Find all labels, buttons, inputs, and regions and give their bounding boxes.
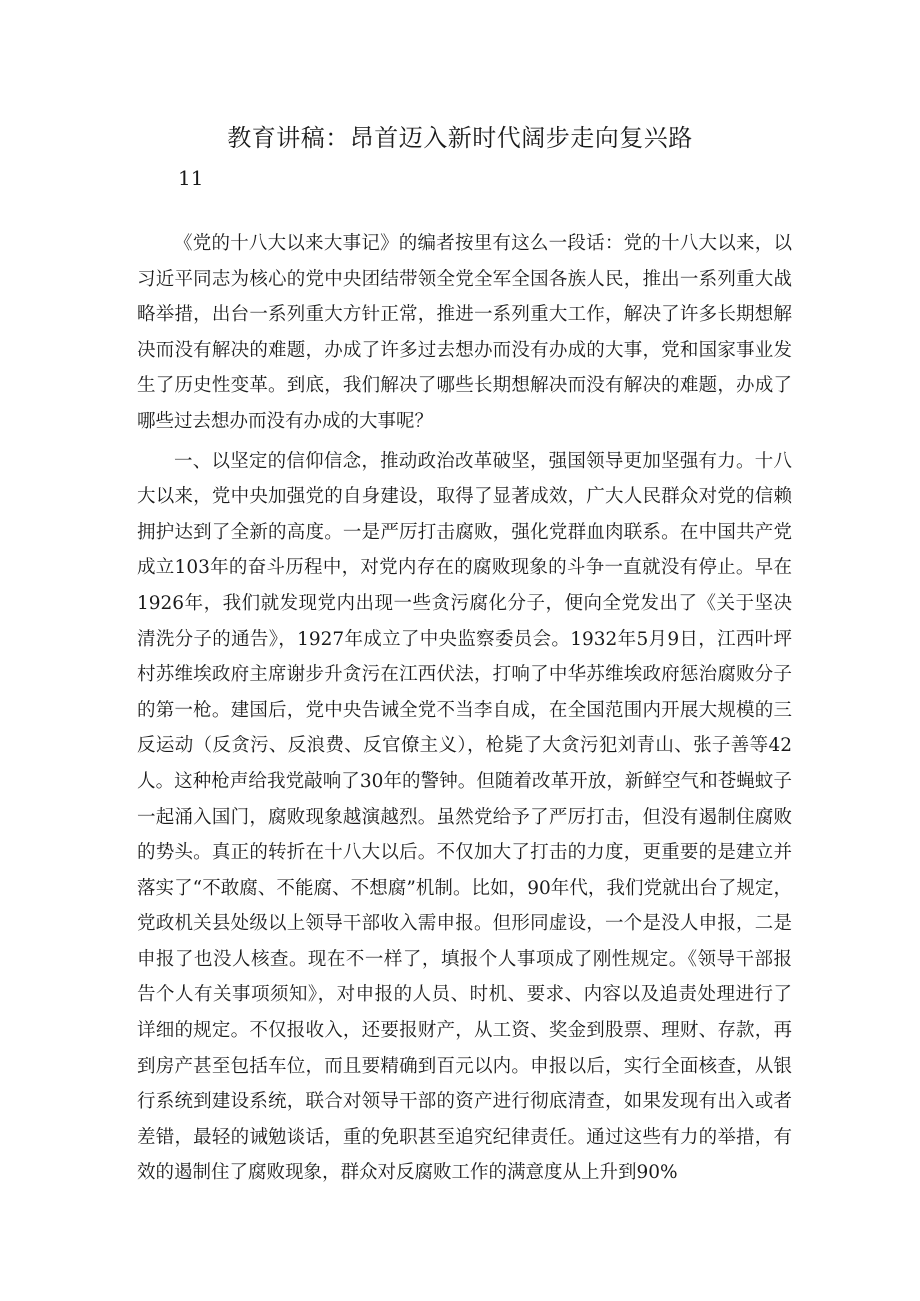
document-title: 教育讲稿：昂首迈入新时代阔步走向复兴路 bbox=[227, 124, 693, 152]
document-number: 11 bbox=[178, 166, 204, 190]
paragraph-section-one: 一、以坚定的信仰信念，推动政治改革破坚，强国领导更加坚强有力。十八大以来，党中央加强党的自身建设，取得了显著成效，广大人民群众对党的信赖拥护达到了全新的高度。一是严厉打击腐败，强化党群血肉联系。在中国共产党成立103年的奋斗历程中，对党内存在的腐败现象的斗争一直就没有停止。早在1926年，我们就发现党内出现一些贪污腐化分子，便向全党发出了《关于坚决清洗分子的通告》，1927年成立了中央监察委员会。1932年5月9日，江西叶坪村苏维埃政府主席谢步升贪污在江西伏法，打响了中华苏维埃政府惩治腐败分子的第一枪。建国后，党中央告诫全党不当李自成，在全国范围内开展大规模的三反运动（反贪污、反浪费、反官僚主义），枪毙了大贪污犯刘青山、张子善等42人。这种枪声给我党敲响了30年的警钟。但随着改革开放，新鲜空气和苍蝇蚊子一起涌入国门，腐败现象越演越烈。虽然党给予了严厉打击，但没有遏制住腐败的势头。真正的转折在十八大以后。不仅加大了打击的力度，更重要的是建立并落实了“不敢腐、不能腐、不想腐”机制。比如，90年代，我们党就出台了规定，党政机关县处级以上领导干部收入需申报。但形同虚设，一个是没人申报，二是申报了也没人核查。现在不一样了，填报个人事项成了刚性规定。《领导干部报告个人有关事项须知》，对申报的人员、时机、要求、内容以及追责处理进行了详细的规定。不仅报收入，还要报财产，从工资、奖金到股票、理财、存款，再到房产甚至包括车位，而且要精确到百元以内。申报以后，实行全面核查，从银行系统到建设系统，联合对领导干部的资产进行彻底清查，如果发现有出入或者差错，最轻的诫勉谈话，重的免职甚至追究纪律责任。通过这些有力的举措，有效的遏制住了腐败现象，群众对反腐败工作的满意度从上升到90% bbox=[137, 450, 792, 1184]
paragraph-intro: 《党的十八大以来大事记》的编者按里有这么一段话：党的十八大以来，以习近平同志为核心的党中央团结带领全党全军全国各族人民，推出一系列重大战略举措，出台一系列重大方针正常，推进一系列重大工作，解决了许多长期想解决而没有解决的难题，办成了许多过去想办而没有办成的大事，党和国家事业发生了历史性变革。到底，我们解决了哪些长期想解决而没有解决的难题，办成了哪些过去想办而没有办成的大事呢？ bbox=[137, 233, 792, 432]
document-body bbox=[137, 226, 792, 1195]
